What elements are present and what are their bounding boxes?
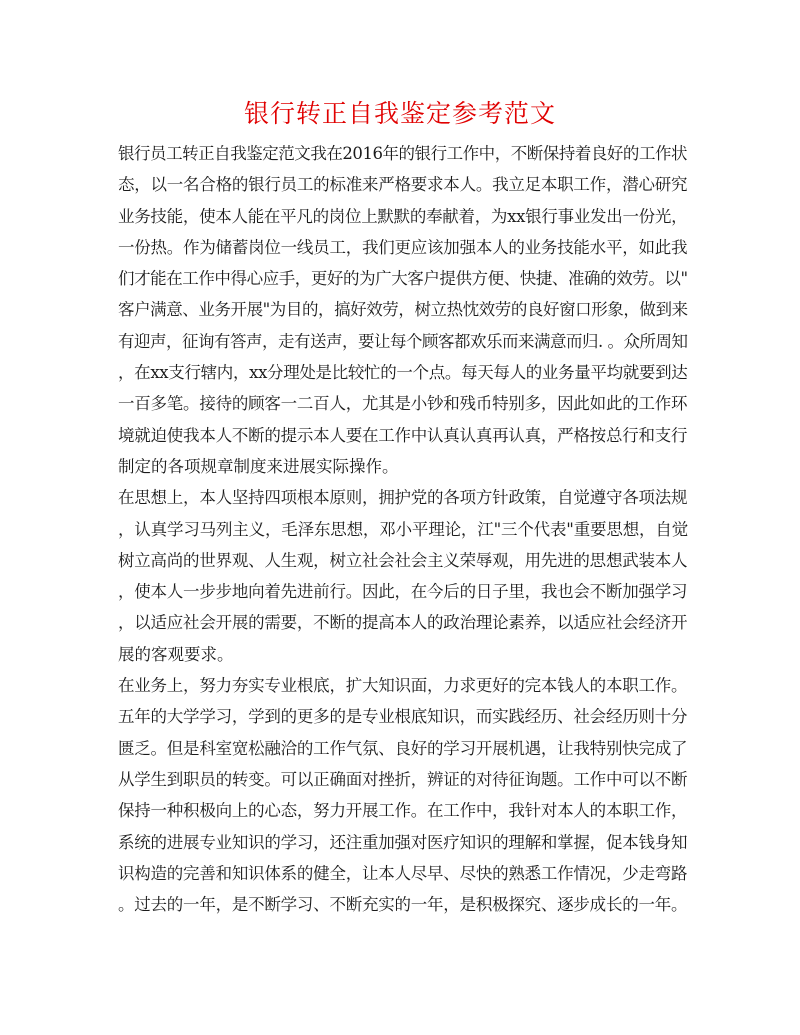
text-line: 系统的进展专业知识的学习，还注重加强对医疗知识的理解和掌握，促本钱身知 [118,832,688,852]
text-line: 有迎声，征询有答声，走有送声，要让每个顾客都欢乐而来满意而归. 。众所周知 [118,331,688,351]
text-line: 从学生到职员的转变。可以正确面对挫折，辨证的对待征询题。工作中可以不断 [118,769,688,789]
text-line: 保持一种积极向上的心态，努力开展工作。在工作中，我针对本人的本职工作， [118,801,688,821]
text-line: ，以适应社会开展的需要，不断的提高本人的政治理论素养，以适应社会经济开 [118,613,688,633]
text-line: 客户满意、业务开展"为目的，搞好效劳，树立热忱效劳的良好窗口形象，做到来 [118,300,688,320]
text-line: 业务技能，使本人能在平凡的岗位上默默的奉献着，为xx银行事业发出一份光， [118,206,688,226]
text-line: ，在xx支行辖内，xx分理处是比较忙的一个点。每天每人的业务量平均就要到达 [118,363,688,383]
text-line: 匮乏。但是科室宽松融洽的工作气氛、良好的学习开展机遇，让我特别快完成了 [118,738,688,758]
text-line: 银行员工转正自我鉴定范文我在2016年的银行工作中，不断保持着良好的工作状 [118,144,688,163]
text-line: 一百多笔。接待的顾客一二百人，尤其是小钞和残币特别多，因此如此的工作环 [118,394,688,414]
text-line: 一份热。作为储蓄岗位一线员工，我们更应该加强本人的业务技能水平，如此我 [118,237,688,257]
text-line: 们才能在工作中得心应手，更好的为广大客户提供方便、快捷、准确的效劳。以" [118,269,688,289]
text-line: 境就迫使我本人不断的提示本人要在工作中认真认真再认真，严格按总行和支行 [118,425,688,445]
text-line: 识构造的完善和知识体系的健全，让本人尽早、尽快的熟悉工作情况，少走弯路 [118,863,688,883]
text-line: 制定的各项规章制度来进展实际操作。 [118,456,399,476]
text-line: 树立高尚的世界观、人生观，树立社会社会主义荣辱观，用先进的思想武装本人 [118,550,688,570]
text-line: 五年的大学学习，学到的更多的是专业根底知识，而实践经历、社会经历则十分 [118,707,688,727]
text-line: 。过去的一年，是不断学习、不断充实的一年，是积极探究、逐步成长的一年。 [118,895,688,915]
text-line: 在业务上，努力夯实专业根底，扩大知识面，力求更好的完本钱人的本职工作。 [118,676,688,696]
text-line: 态，以一名合格的银行员工的标准来严格要求本人。我立足本职工作，潜心研究 [118,175,688,195]
text-line: ，认真学习马列主义，毛泽东思想，邓小平理论，江"三个代表"重要思想，自觉 [118,519,689,539]
document-body [118,138,688,920]
text-line: 展的客观要求。 [118,644,234,664]
page-title: 银行转正自我鉴定参考范文 [243,99,556,128]
text-line: ，使本人一步步地向着先进前行。因此，在今后的日子里，我也会不断加强学习 [118,582,688,602]
text-line: 在思想上，本人坚持四项根本原则，拥护党的各项方针政策，自觉遵守各项法规 [118,488,688,508]
